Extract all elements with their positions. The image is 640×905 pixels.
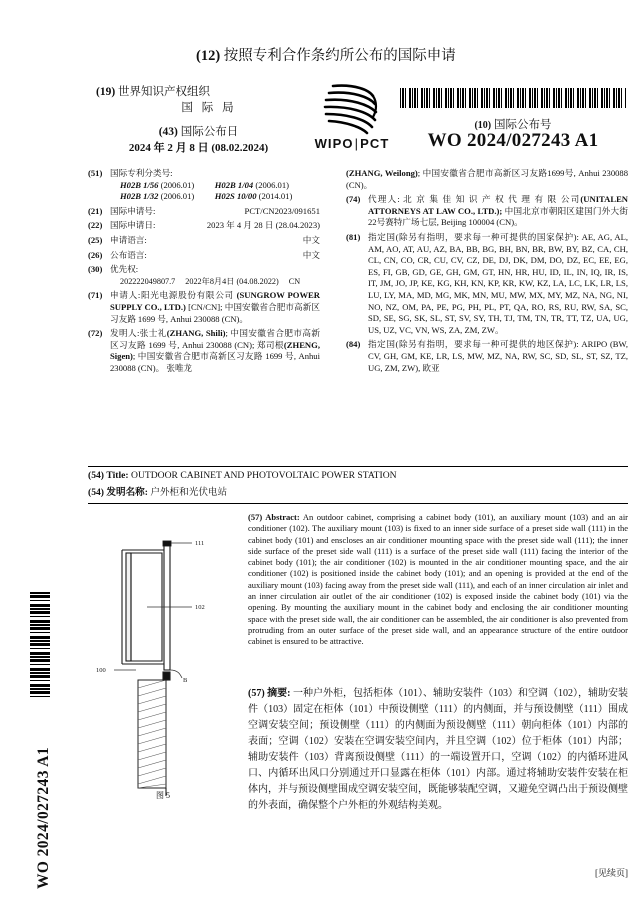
page-spine xyxy=(0,0,72,905)
abstract-chinese xyxy=(248,686,628,814)
ipc-row xyxy=(110,180,320,192)
app-number-label: 国际申请号: xyxy=(110,205,156,216)
app-date-label: 国际申请日: xyxy=(110,220,156,231)
field-agent xyxy=(346,194,628,229)
field-designated-regions xyxy=(346,339,628,374)
designated-regions-label: 指定国(除另有指明，要求每一种可提供的地区保护): xyxy=(368,339,579,350)
field-71-code: (71) xyxy=(88,290,103,301)
title-cn-key: 发明名称: xyxy=(106,487,148,498)
ipc-version-2: (2006.01) xyxy=(255,179,289,190)
figure-5-drawing xyxy=(92,512,242,802)
priority-row xyxy=(110,276,320,288)
title-cn-code: (54) xyxy=(88,487,104,498)
designated-states-label: 指定国(除另有指明，要求每一种可提供的国家保护): xyxy=(368,231,579,242)
logo-pct-text: PCT xyxy=(360,136,390,151)
code-43: (43) xyxy=(158,126,178,138)
field-21-code: (21) xyxy=(88,205,103,216)
field-81-code: (81) xyxy=(346,231,361,242)
figure-label-100: 100 xyxy=(96,667,106,674)
inventor-2-address: ; 中国安徽省合肥市高新区习友路 1699 号, Anhui 230088 (CN)。 xyxy=(110,351,320,373)
field-ipc xyxy=(88,168,320,203)
pubnum-label-text: 国际公布号 xyxy=(494,119,552,131)
title-en-key: Title: xyxy=(106,470,129,481)
code-19: (19) xyxy=(96,86,116,98)
org-bureau: 国 际 局 xyxy=(181,102,237,114)
header-kind-of-document xyxy=(196,44,456,65)
field-ipc-label: 国际专利分类号: xyxy=(110,168,173,178)
inventors-label: 发明人: xyxy=(110,328,140,339)
ipc-row xyxy=(110,191,320,203)
inventor-3-name-cn: 张唯龙 xyxy=(166,362,193,373)
inventor-2-name-cn: 郑司根 xyxy=(256,339,284,350)
ipc-code-2: H02B 1/04 xyxy=(214,179,254,190)
figure-label-B: B xyxy=(183,677,188,684)
field-30-code: (30) xyxy=(88,264,103,275)
field-25-code: (25) xyxy=(88,234,103,245)
wipo-logo xyxy=(293,80,411,156)
wipo-logo-wordmark xyxy=(293,136,411,151)
field-26-code: (26) xyxy=(88,249,103,260)
abstract-cn-text: 一种户外柜，包括柜体（101）、辅助安装件（103）和空调（102），辅助安装件（103）固定在柜体（101）中预设侧壁（111）的内侧面，并与预设侧壁（111）围成空调安装空间；预设侧壁（111）的内侧面为预设侧壁（111）朝向柜体（101）内部的表面；空调（102）安装在空调安装空间内，并且空调（102）位于柜体（101）内部；辅助安装件（103）背离预设侧壁（111）的一端设置开口，空调（102）的内循环进风口、内循环出风口分别通过开口显露在柜体（101）内部。通过将辅助安装件安装在柜体内，并与预设侧壁围成空调安装空间，既能够装配空调，又避免空调凸出于预设侧壁的外表面，确保整个户外柜的外观结构美观。 xyxy=(248,688,628,811)
title-en-code: (54) xyxy=(88,470,104,481)
applicant-name-cn: 阳光电源股份有限公司 xyxy=(140,290,234,301)
spine-publication-number: WO 2024/027243 A1 xyxy=(35,746,52,889)
field-72-code: (72) xyxy=(88,328,103,339)
field-filing-language xyxy=(88,235,320,247)
priority-country: CN xyxy=(288,276,301,286)
abstract-en-text: An outdoor cabinet, comprising a cabinet body (101), an auxiliary mount (103) and an air conditioner (102). The auxiliary mount (103) is fixed to an inner side surface of a preset side wall (111) in the cabinet body (101) and enscloses an air conditioner mounting space with the preset side wall (111); the inner side surface of the preset side wall (111) is a surface of the preset side wall (111) facing the interior of the cabinet body (101); the air conditioner (102) is mounted in the air conditioner mounting space, and the air conditioner (102) is positioned inside the cabinet body (101); and an opening is provided at the end of the auxiliary mount (103) facing away from the preset side wall (111), and each of an inner circulation air inlet and an inner circulation air outlet of the air conditioner (102) is exposed inside the cabinet body (101) via the opening. By mounting the auxiliary mount in the cabinet body and enclosing the air conditioner mounting space with the preset side wall, the air conditioner can be assembled, the air conditioner is also prevented from protruding from an outer surface of the preset side wall, and an appearance structure of the entire outdoor cabinet is ensured to be attractive. xyxy=(248,512,629,647)
applicant-label: 申请人: xyxy=(110,290,141,301)
agent-name-en: (UNITALEN ATTORNEYS AT LAW CO., LTD.); xyxy=(368,194,629,216)
publication-language-label: 公布语言: xyxy=(110,249,147,260)
abstract-en-tag: (57) Abstract: xyxy=(248,512,300,522)
figure-label-102: 102 xyxy=(195,604,205,611)
field-inventors xyxy=(88,328,320,374)
logo-separator: | xyxy=(354,136,360,151)
inventor-1-name-cn: 张士礼 xyxy=(139,328,167,339)
inventor-2-name-en: (ZHENG, Sigen) xyxy=(110,339,320,362)
pub-date-value: 2024 年 2 月 8 日 (08.02.2024) xyxy=(128,142,269,154)
agent-address: 中国北京市朝阳区建国门外大街22号赛特广场七层, Beijing 100004 (CN)。 xyxy=(368,205,628,228)
representative-drawing xyxy=(92,512,242,802)
applicant-name-en: (SUNGROW POWER SUPPLY CO., LTD.) xyxy=(110,290,320,312)
app-number-value: PCT/CN2023/091651 xyxy=(244,205,320,216)
continued-notice: [见续页] xyxy=(595,868,628,878)
inventor-3-address: ; 中国安徽省合肥市高新区习友路1699号, Anhui 230088 (CN)。 xyxy=(346,168,629,190)
invention-title-cn xyxy=(88,484,227,498)
ipc-code-3: H02B 1/32 xyxy=(120,191,159,202)
divider-top xyxy=(88,466,628,467)
field-priority xyxy=(88,264,320,287)
biblio-left-column xyxy=(88,168,320,378)
priority-label: 优先权: xyxy=(110,264,139,275)
code-12: (12) xyxy=(196,48,221,64)
figure-caption: 图 5 xyxy=(156,791,170,800)
biblio-right-column xyxy=(346,168,628,377)
header-organization xyxy=(96,84,296,116)
logo-wipo-text: WIPO xyxy=(314,136,354,151)
abstract-cn-tag: (57) 摘要: xyxy=(248,688,291,699)
app-date-value: 2023 年 4 月 28 日 (28.04.2023) xyxy=(206,220,320,231)
ipc-version-3: (2006.01) xyxy=(160,191,195,202)
field-74-code: (74) xyxy=(346,194,361,205)
field-ipc-code: (51) xyxy=(88,168,103,178)
title-cn-value: 户外柜和光伏电站 xyxy=(150,487,228,498)
code-10: (10) xyxy=(474,120,492,131)
publication-language-value: 中文 xyxy=(302,249,320,260)
ipc-version-4: (2014.01) xyxy=(258,191,293,202)
field-applicant xyxy=(88,290,320,325)
inventor-1-name-en: (ZHANG, Shili) xyxy=(166,328,226,339)
org-name: 世界知识产权组织 xyxy=(118,86,211,98)
ipc-code-4: H02S 10/00 xyxy=(214,191,257,202)
abstract-english xyxy=(248,512,628,648)
designated-regions-list: ARIPO (BW, CV, GH, GM, KE, LR, LS, MW, MZ, NA, RW, SC, SD, SL, ST, SZ, TZ, UG, ZM, ZW), 欧亚 xyxy=(368,339,629,373)
field-application-number xyxy=(88,206,320,218)
field-84-code: (84) xyxy=(346,339,361,350)
header-publication-date xyxy=(96,124,301,156)
ipc-version-1: (2006.01) xyxy=(160,179,195,190)
field-22-code: (22) xyxy=(88,220,103,231)
ipc-code-1: H02B 1/56 xyxy=(120,179,159,190)
field-designated-states xyxy=(346,232,628,336)
publication-barcode xyxy=(400,88,626,108)
inventor-1-address: ; 中国安徽省合肥市高新区习友路 1699 号, Anhui 230088 (CN); xyxy=(110,328,320,350)
invention-title-en xyxy=(88,470,397,481)
header-12-title: 按照专利合作条约所公布的国际申请 xyxy=(223,48,456,64)
publication-number-value: WO 2024/027243 A1 xyxy=(427,130,599,151)
page-content xyxy=(88,0,628,905)
inventor-3-name-en: (ZHANG, Weilong) xyxy=(346,168,418,178)
filing-language-label: 申请语言: xyxy=(110,234,147,245)
agent-name-cn: 北 京 集 佳 知 识 产 权 代 理 有 限 公司 xyxy=(403,194,581,205)
divider-bottom xyxy=(88,503,628,504)
pub-date-label: 国际公布日 xyxy=(180,126,239,138)
applicant-address: 中国安徽省合肥市高新区习友路 1699 号, Anhui 230088 (CN)。 xyxy=(110,301,320,324)
filing-language-value: 中文 xyxy=(302,234,320,245)
field-inventor-continued xyxy=(346,168,628,191)
agent-label: 代理人: xyxy=(368,194,400,205)
field-publication-language xyxy=(88,250,320,262)
priority-date: 2022年8月4日 (04.08.2022) xyxy=(185,276,279,286)
designated-states-list: AE, AG, AL, AM, AO, AT, AU, AZ, BA, BB, BG, BH, BN, BR, BW, BY, BZ, CA, CH, CL, CN, CO, CR, CU, CV, CZ, DE, DJ, DK, DM, DO, DZ, EC, EE, EG, ES, FI, GB, GD, GE, GH, GM, GT, HN, HR, HU, ID, IL, IN, IQ, IR, IS, IT, JM, JO, JP, KE, KG, KH, KN, KP, KR, KW, KZ, LA, LC, LK, LR, LS, LU, LY, MA, MD, MG, MK, MN, MU, MW, MX, MY, MZ, NA, NG, NI, NO, NZ, OM, PA, PE, PG, PH, PL, PT, QA, RO, RS, RU, RW, SA, SC, SD, SE, SG, SK, SL, ST, SV, SY, TH, TJ, TM, TN, TR, TT, TZ, UA, UG, US, UZ, VC, VN, WS, ZA, ZM, ZW。 xyxy=(368,231,628,335)
priority-number: 202222049807.7 xyxy=(120,276,176,286)
title-en-value: OUTDOOR CABINET AND PHOTOVOLTAIC POWER STATION xyxy=(131,470,397,481)
applicant-country-code: [CN/CN]; xyxy=(188,301,223,312)
field-application-date xyxy=(88,220,320,232)
figure-label-111: 111 xyxy=(195,540,205,547)
wipo-logo-mark xyxy=(293,80,411,138)
